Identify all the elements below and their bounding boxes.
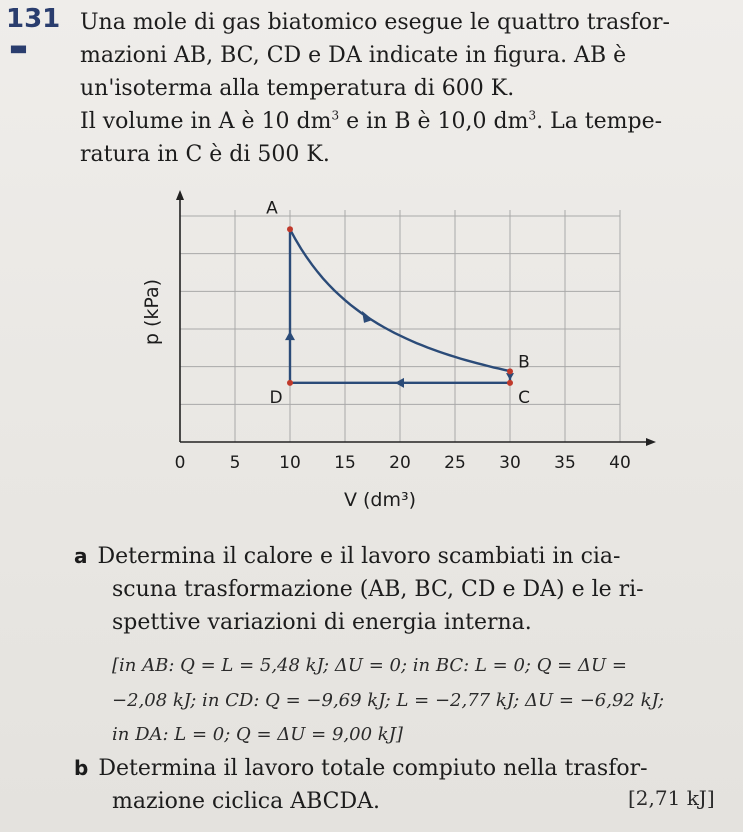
- point-label-B: B: [518, 352, 530, 373]
- x-tick-label: 30: [499, 453, 521, 473]
- pv-diagram: [130, 188, 670, 528]
- answer-a-line3: in DA: L = 0; Q = ΔU = 9,00 kJ]: [112, 724, 403, 745]
- answer-a-line2: −2,08 kJ; in CD: Q = −9,69 kJ; L = −2,77 kJ; ΔU = −6,92 kJ;: [112, 690, 665, 711]
- point-label-A: A: [266, 198, 278, 219]
- answer-b: [2,71 kJ]: [628, 786, 715, 810]
- x-tick-label: 5: [229, 453, 241, 473]
- question-b-line1: Determina il lavoro totale compiuto nella trasfor-: [98, 756, 648, 781]
- difficulty-marker: ■■: [10, 44, 25, 55]
- question-b-marker: b: [74, 756, 89, 780]
- point-C: [507, 380, 513, 386]
- statement-line-3: un'isoterma alla temperatura di 600 K.: [80, 76, 515, 101]
- question-a-line1: Determina il calore e il lavoro scambiati in cia-: [97, 544, 621, 569]
- x-tick-label: 40: [609, 453, 631, 473]
- problem-statement: [80, 6, 720, 171]
- x-axis-arrow: [646, 438, 656, 446]
- statement-line-5: ratura in C è di 500 K.: [80, 142, 330, 167]
- point-D: [287, 380, 293, 386]
- question-a-line2: scuna trasformazione (AB, BC, CD e DA) e le ri-: [112, 577, 644, 602]
- exercise-number: 131: [6, 4, 61, 34]
- arrow-DA: [285, 331, 295, 340]
- x-tick-label: 15: [334, 453, 356, 473]
- point-label-D: D: [269, 387, 283, 408]
- x-tick-label: 20: [389, 453, 411, 473]
- x-tick-label: 10: [279, 453, 301, 473]
- y-axis-arrow: [176, 190, 184, 200]
- x-tick-label: 35: [554, 453, 576, 473]
- x-axis-label: V (dm³): [343, 489, 417, 511]
- x-tick-label: 0: [174, 453, 186, 473]
- question-a: [74, 540, 734, 639]
- answer-a-line1: [in AB: Q = L = 5,48 kJ; ΔU = 0; in BC: L = 0; Q = ΔU =: [112, 655, 627, 676]
- question-b-line2: mazione ciclica ABCDA.: [112, 789, 381, 814]
- statement-line-2: mazioni AB, BC, CD e DA indicate in figura. AB è: [80, 43, 627, 68]
- statement-line-1: Una mole di gas biatomico esegue le quattro trasfor-: [80, 10, 670, 35]
- y-axis-label: p (kPa): [141, 278, 163, 346]
- question-a-marker: a: [74, 544, 88, 568]
- statement-line-4: Il volume in A è 10 $dm^3$ e in B è 10,0 $dm^3$. La tempe-: [80, 108, 663, 134]
- point-A: [287, 226, 293, 232]
- point-label-C: C: [518, 387, 530, 408]
- question-a-line3: spettive variazioni di energia interna.: [112, 610, 532, 635]
- x-tick-label: 25: [444, 453, 466, 473]
- point-B: [507, 368, 513, 374]
